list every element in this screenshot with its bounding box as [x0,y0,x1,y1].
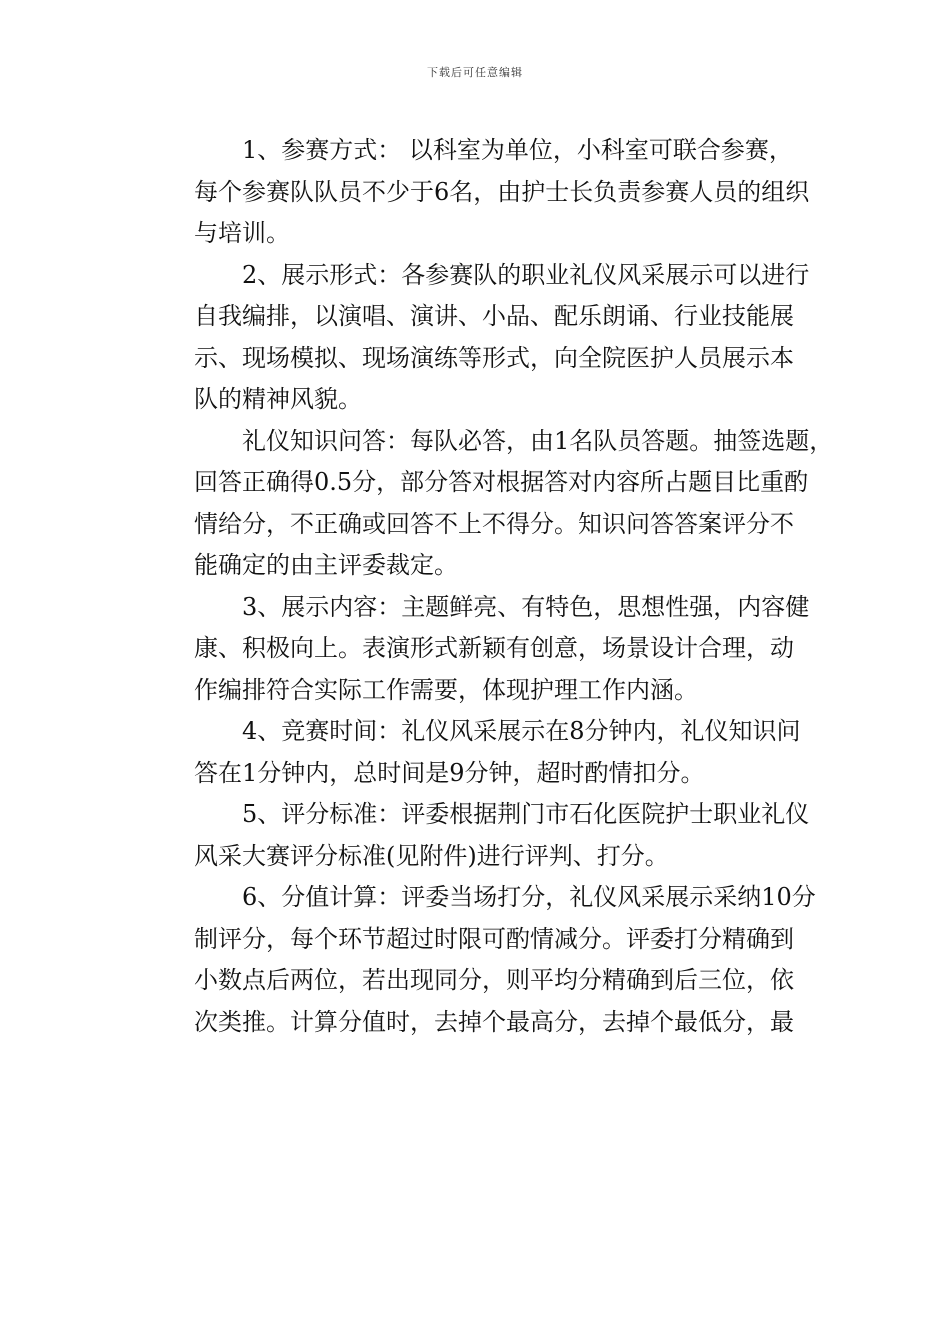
text-line: 6、分值计算：评委当场打分，礼仪风采展示采纳10分 [242,883,816,911]
text-line: 回答正确得0.5分，部分答对根据答对内容所占题目比重酌 [194,468,809,496]
text-line: 制评分，每个环节超过时限可酌情减分。评委打分精确到 [194,924,794,953]
paragraph-display-format [146,255,826,421]
text-line: 康、积极向上。表演形式新颖有创意，场景设计合理，动 [194,634,794,662]
paragraph-score-calculation [146,877,826,1043]
text-line: 3、展示内容：主题鲜亮、有特色，思想性强，内容健 [242,592,810,621]
text-line: 队的精神风貌。 [194,385,362,413]
paragraph-display-content [146,587,826,712]
paragraph-entry-method [146,130,826,255]
document-body [146,130,834,1043]
text-line: 能确定的由主评委裁定。 [194,551,458,579]
text-line: 1、参赛方式： 以科室为单位，小科室可联合参赛， [242,136,793,164]
text-line: 与培训。 [194,219,290,247]
text-line: 次类推。计算分值时，去掉个最高分，去掉个最低分，最 [194,1007,794,1036]
text-line: 小数点后两位，若出现同分，则平均分精确到后三位，依 [194,966,794,994]
paragraph-competition-time [146,711,826,794]
text-line: 答在1分钟内，总时间是9分钟，超时酌情扣分。 [194,758,705,787]
text-line: 示、现场模拟、现场演练等形式，向全院医护人员展示本 [194,343,794,372]
page-header: 下载后可任意编辑 [427,66,523,79]
text-line: 每个参赛队队员不少于6名，由护士长负责参赛人员的组织 [194,177,810,206]
text-line: 5、评分标准：评委根据荆门市石化医院护士职业礼仪 [242,800,810,828]
paragraph-etiquette-quiz [146,421,834,587]
text-line: 礼仪知识问答：每队必答，由1名队员答题。抽签选题， [242,426,834,455]
text-line: 风采大赛评分标准(见附件)进行评判、打分。 [194,841,669,870]
text-line: 自我编排，以演唱、演讲、小品、配乐朗诵、行业技能展 [194,302,794,330]
text-line: 作编排符合实际工作需要，体现护理工作内涵。 [194,675,698,704]
text-line: 情给分，不正确或回答不上不得分。知识问答答案评分不 [194,509,794,538]
text-line: 2、展示形式：各参赛队的职业礼仪风采展示可以进行 [242,260,810,289]
text-line: 4、竞赛时间：礼仪风采展示在8分钟内，礼仪知识问 [242,717,801,745]
paragraph-scoring-standard [146,794,826,877]
